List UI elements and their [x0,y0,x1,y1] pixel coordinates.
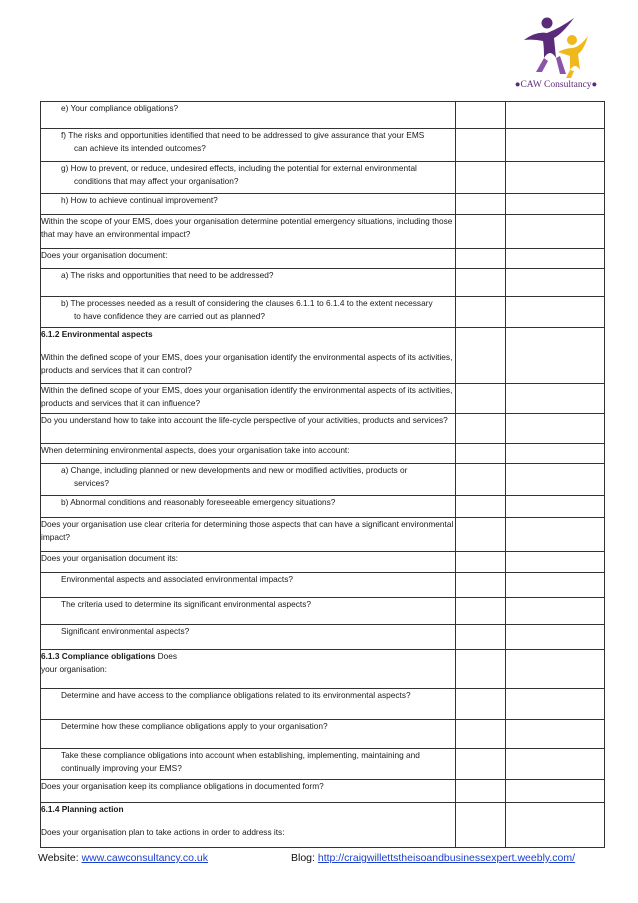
answer-cell[interactable] [456,573,506,598]
answer-cell[interactable] [456,650,506,689]
answer-cell[interactable] [456,328,506,384]
answer-cell[interactable] [456,162,506,194]
table-row [41,720,605,749]
question-cell [41,162,456,194]
blog-label: Blog: [291,852,318,864]
question-cell [41,689,456,720]
answer-cell[interactable] [456,129,506,162]
table-row [41,194,605,215]
checklist-table [40,101,605,848]
table-row [41,464,605,496]
question-cell [41,384,456,414]
footer-blog [291,852,575,864]
table-row [41,518,605,552]
question-cell [41,573,456,598]
answer-cell[interactable] [456,297,506,328]
answer-cell[interactable] [456,414,506,444]
evidence-cell[interactable] [506,249,605,269]
table-row [41,444,605,464]
evidence-cell[interactable] [506,573,605,598]
answer-cell[interactable] [456,496,506,518]
evidence-cell[interactable] [506,194,605,215]
question-text-continued: can achieve its intended outcomes? [74,143,206,153]
answer-cell[interactable] [456,689,506,720]
evidence-cell[interactable] [506,444,605,464]
section-heading: 6.1.2 Environmental aspects [41,329,153,339]
evidence-cell[interactable] [506,269,605,297]
question-cell [41,598,456,625]
question-text: a) The risks and opportunities that need to be addressed? [61,270,274,280]
question-text: Within the defined scope of your EMS, does your organisation identify the environmental aspects of its activities, products and services that it can influence? [41,385,453,408]
question-text-continued: to have confidence they are carried out as planned? [74,311,265,321]
table-row [41,496,605,518]
question-cell [41,129,456,162]
table-row [41,689,605,720]
question-text: Does your organisation document its: [41,553,178,563]
table-row [41,749,605,780]
answer-cell[interactable] [456,598,506,625]
question-text-continued: your organisation: [41,664,107,674]
question-cell [41,552,456,573]
brand-name: ●CAW Consultancy● [514,80,598,90]
question-cell [41,297,456,328]
question-text: Take these compliance obligations into account when establishing, implementing, maintaining and continually improving your EMS? [61,750,420,773]
evidence-cell[interactable] [506,803,605,848]
table-row [41,414,605,444]
question-cell [41,518,456,552]
question-cell [41,102,456,129]
question-cell [41,720,456,749]
answer-cell[interactable] [456,625,506,650]
question-text: The criteria used to determine its significant environmental aspects? [61,599,311,609]
question-cell [41,328,456,384]
caw-logo [500,14,612,96]
table-row [41,162,605,194]
evidence-cell[interactable] [506,102,605,129]
table-row [41,102,605,129]
table-row [41,384,605,414]
evidence-cell[interactable] [506,496,605,518]
question-text: Does your organisation document: [41,250,168,260]
answer-cell[interactable] [456,215,506,249]
answer-cell[interactable] [456,269,506,297]
blog-link[interactable]: http://craigwillettstheisoandbusinessexpert.weebly.com/ [317,852,576,864]
section-heading: 6.1.4 Planning action [41,804,124,814]
figures-logo-icon [514,14,598,80]
question-text: a) Change, including planned or new developments and new or modified activities, products or [61,465,408,475]
answer-cell[interactable] [456,444,506,464]
table-row [41,780,605,803]
table-row [41,803,605,848]
evidence-cell[interactable] [506,384,605,414]
answer-cell[interactable] [456,780,506,803]
evidence-cell[interactable] [506,650,605,689]
question-cell [41,780,456,803]
question-text-continued: services? [74,478,110,488]
answer-cell[interactable] [456,384,506,414]
question-text: g) How to prevent, or reduce, undesired effects, including the potential for external environmental [61,163,417,173]
evidence-cell[interactable] [506,625,605,650]
section-heading: 6.1.3 Compliance obligations [41,651,156,661]
question-text: Do you understand how to take into account the life-cycle perspective of your activities, products and services? [41,415,448,425]
answer-cell[interactable] [456,518,506,552]
evidence-cell[interactable] [506,215,605,249]
answer-cell[interactable] [456,720,506,749]
table-row [41,129,605,162]
evidence-cell[interactable] [506,518,605,552]
question-text: When determining environmental aspects, does your organisation take into account: [41,445,350,455]
question-cell [41,414,456,444]
question-text: h) How to achieve continual improvement? [61,195,218,205]
question-text: e) Your compliance obligations? [61,103,179,113]
evidence-cell[interactable] [506,162,605,194]
footer-website [38,852,208,864]
table-row [41,269,605,297]
question-cell [41,194,456,215]
answer-cell[interactable] [456,552,506,573]
question-cell [41,444,456,464]
question-text: Determine and have access to the compliance obligations related to its environmental aspects? [61,690,411,700]
evidence-cell[interactable] [506,780,605,803]
answer-cell[interactable] [456,749,506,780]
answer-cell[interactable] [456,803,506,848]
question-text: Determine how these compliance obligations apply to your organisation? [61,721,328,731]
evidence-cell[interactable] [506,552,605,573]
question-text: f) The risks and opportunities identified that need to be addressed to give assurance that your EMS [61,130,425,140]
question-text: Within the defined scope of your EMS, does your organisation identify the environmental aspects of its activities, products and services that it can control? [41,352,453,375]
table-row [41,552,605,573]
question-cell [41,215,456,249]
evidence-cell[interactable] [506,749,605,780]
table-row [41,297,605,328]
website-label: Website: [38,852,82,864]
table-row [41,328,605,384]
question-cell [41,650,456,689]
question-text: Environmental aspects and associated environmental impacts? [61,574,293,584]
question-cell [41,249,456,269]
question-text: b) The processes needed as a result of considering the clauses 6.1.1 to 6.1.4 to the extent necessary [61,298,433,308]
answer-cell[interactable] [456,249,506,269]
evidence-cell[interactable] [506,598,605,625]
table-row [41,598,605,625]
question-text: Does your organisation keep its compliance obligations in documented form? [41,781,324,791]
question-text: Within the scope of your EMS, does your organisation determine potential emergency situations, including those that may have an environmental impact? [41,216,453,239]
website-link[interactable]: www.cawconsultancy.co.uk [81,852,209,864]
answer-cell[interactable] [456,194,506,215]
table-row [41,215,605,249]
evidence-cell[interactable] [506,414,605,444]
answer-cell[interactable] [456,464,506,496]
answer-cell[interactable] [456,102,506,129]
table-row [41,625,605,650]
question-text: b) Abnormal conditions and reasonably foreseeable emergency situations? [61,497,336,507]
question-text: Does your organisation plan to take actions in order to address its: [41,827,285,837]
evidence-cell[interactable] [506,464,605,496]
table-row [41,249,605,269]
question-cell [41,464,456,496]
evidence-cell[interactable] [506,689,605,720]
evidence-cell[interactable] [506,129,605,162]
table-row [41,573,605,598]
evidence-cell[interactable] [506,328,605,384]
question-cell [41,749,456,780]
table-row [41,650,605,689]
evidence-cell[interactable] [506,297,605,328]
question-cell [41,625,456,650]
question-cell [41,803,456,848]
question-text: Significant environmental aspects? [61,626,190,636]
question-text-continued: conditions that may affect your organisation? [74,176,239,186]
question-cell [41,269,456,297]
question-text: Does your organisation use clear criteria for determining those aspects that can have a significant environmental impact? [41,519,454,542]
question-cell [41,496,456,518]
evidence-cell[interactable] [506,720,605,749]
question-text: Does [155,651,178,661]
